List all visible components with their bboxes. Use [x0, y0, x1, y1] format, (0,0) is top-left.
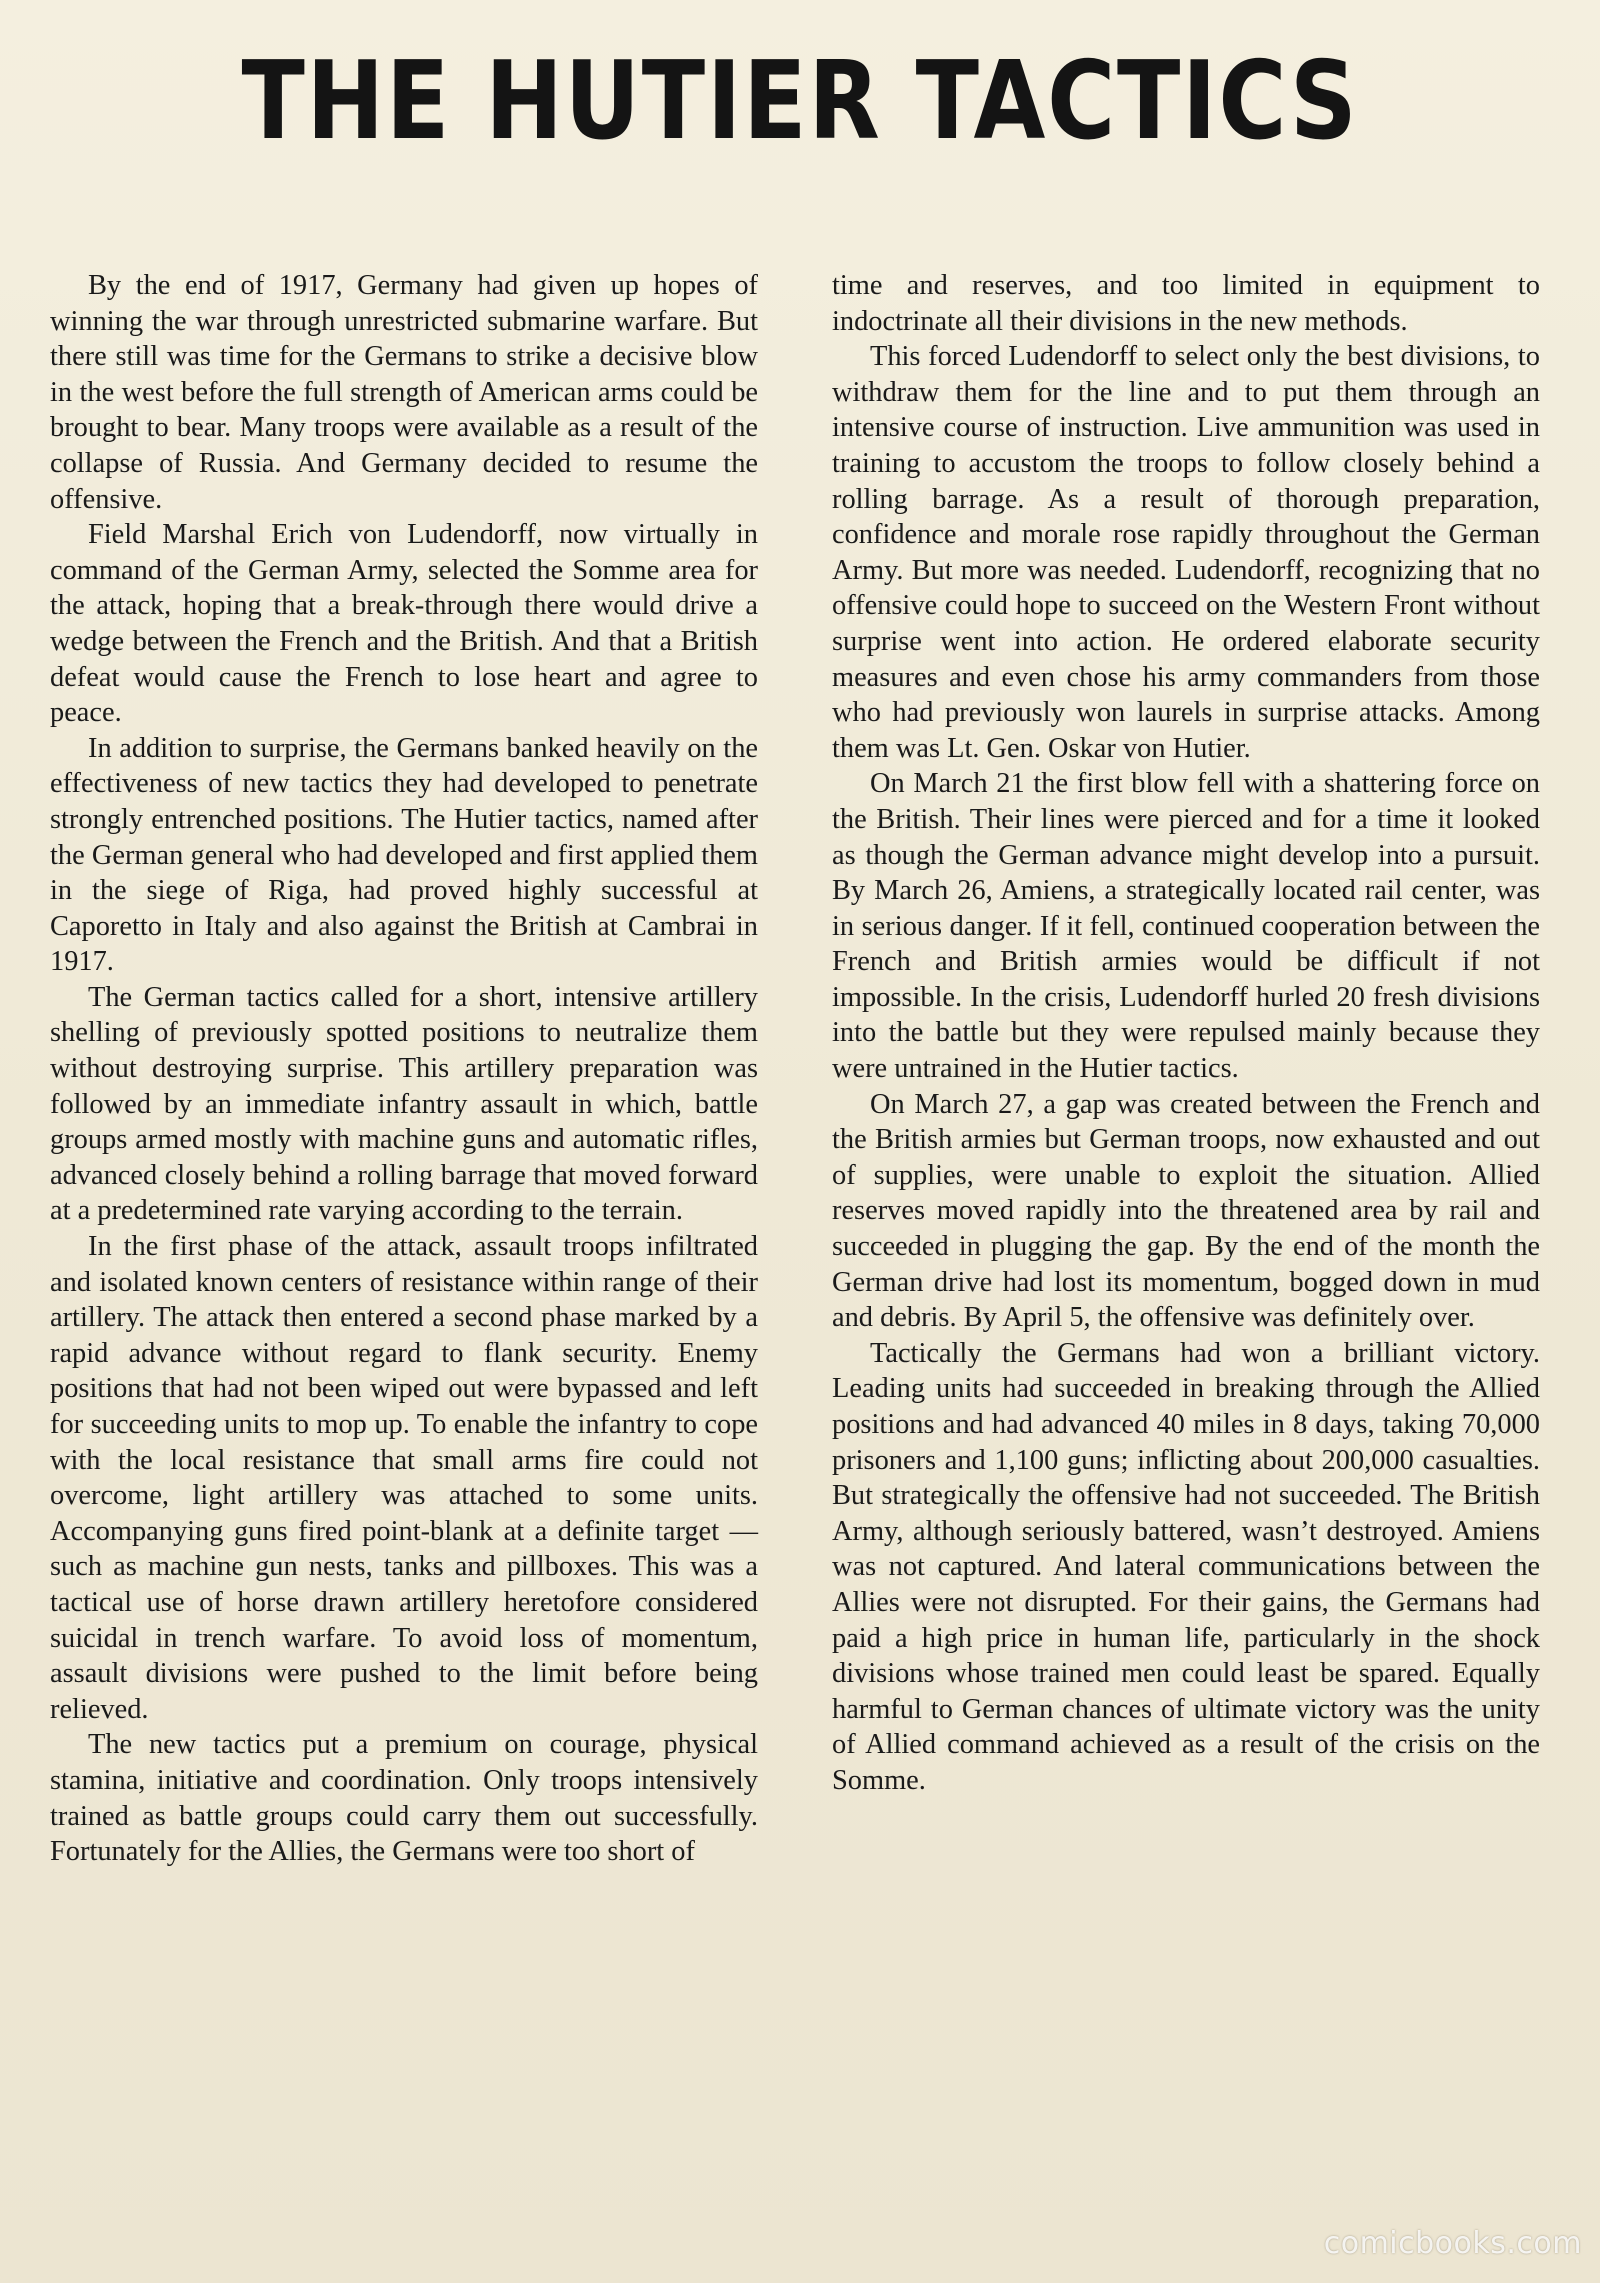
paragraph: The German tactics called for a short, intensive artillery shelling of previously spotted positions to neutralize them without destroying surprise. This artillery preparation was followed by an immediate infantry assault in which, battle groups armed mostly with machine guns and automatic rifles, advanced closely behind a rolling barrage that moved forward at a predetermined rate varying according to the terrain. [50, 981, 758, 1227]
watermark: comicbooks.com [1323, 2226, 1582, 2261]
paragraph: By the end of 1917, Germany had given up hopes of winning the war through unrestricted submarine warfare. But there still was time for the Germans to strike a decisive blow in the west before the full strength of American arms could be brought to bear. Many troops were available as a result of the collapse of Russia. And Germany decided to resume the offensive. [50, 270, 758, 515]
paragraph: Field Marshal Erich von Ludendorff, now virtually in command of the German Army, selected the Somme area for the attack, hoping that a break-through there would drive a wedge between the French and the British. And that a British defeat would cause the French to lose heart and agree to peace. [50, 519, 758, 729]
paragraph: On March 27, a gap was created between the French and the British armies but German troops, now exhausted and out of supplies, were unable to exploit the situation. Allied reserves moved rapidly into the threatened area by rail and succeeded in plugging the gap. By the end of the month the German drive had lost its momentum, bogged down in mud and debris. By April 5, the offensive was definitely over. [832, 1088, 1540, 1334]
paragraph: This forced Ludendorff to select only the best divisions, to withdraw them for the line and to put them through an intensive course of instruction. Live ammunition was used in training to accustom the troops to follow closely behind a rolling barrage. As a result of thorough preparation, confidence and morale rose rapidly throughout the German Army. But more was needed. Ludendorff, recognizing that no offensive could hope to succeed on the Western Front without surprise went into action. He ordered elaborate security measures and even chose his army commanders from those who had previously won laurels in surprise attacks. Among them was Lt. Gen. Oskar von Hutier. [832, 341, 1540, 764]
article-title: THE HUTIER TACTICS [241, 39, 1359, 164]
paragraph-continued: time and reserves, and too limited in equipment to indoctrinate all their divisions in the new methods. [832, 270, 1540, 337]
paragraph: In the first phase of the attack, assault troops infiltrated and isolated known centers of resistance within range of their artillery. The attack then entered a second phase marked by a rapid advance without regard to flank security. Enemy positions that had not been wiped out were bypassed and left for succeeding units to mop up. To enable the infantry to cope with the local resistance that small arms fire could not overcome, light artillery was attached to some units. Accompanying guns fired point-blank at a definite target — such as machine gun nests, tanks and pillboxes. This was a tactical use of horse drawn artillery heretofore considered suicidal in trench warfare. To avoid loss of momentum, assault divisions were pushed to the limit before being relieved. [50, 1231, 758, 1725]
paragraph: On March 21 the first blow fell with a shattering force on the British. Their lines were pierced and for a time it looked as though the German advance might develop into a pursuit. By March 26, Amiens, a strategically located rail center, was in serious danger. If it fell, continued cooperation between the French and British armies would be difficult if not impossible. In the crisis, Ludendorff hurled 20 fresh divisions into the battle but they were repulsed mainly because they were untrained in the Hutier tactics. [832, 768, 1540, 1085]
paragraph: In addition to surprise, the Germans banked heavily on the effectiveness of new tactics they had developed to penetrate strongly entrenched positions. The Hutier tactics, named after the German general who had developed and first applied them in the siege of Riga, had proved highly successful at Caporetto in Italy and also against the British at Cambrai in 1917. [50, 732, 758, 978]
paragraph: Tactically the Germans had won a brilliant victory. Leading units had succeeded in breaking through the Allied positions and had advanced 40 miles in 8 days, taking 70,000 prisoners and 1,100 guns; inflicting about 200,000 casualties. But strategically the offensive had not succeeded. The British Army, although seriously battered, wasn’t destroyed. Amiens was not captured. And lateral communications between the Allies were not disrupted. For their gains, the Germans had paid a high price in human life, particularly in the shock divisions whose trained men could least be spared. Equally harmful to German chances of ultimate victory was the unity of Allied command achieved as a result of the crisis on the Somme. [832, 1337, 1540, 1796]
left-column [50, 268, 758, 1870]
right-column [832, 268, 1540, 1799]
paragraph: The new tactics put a premium on courage, physical stamina, initiative and coordination. Only troops intensively trained as battle groups could carry them out successfully. Fortunately for the Allies, the Germans were too short of [50, 1729, 758, 1868]
